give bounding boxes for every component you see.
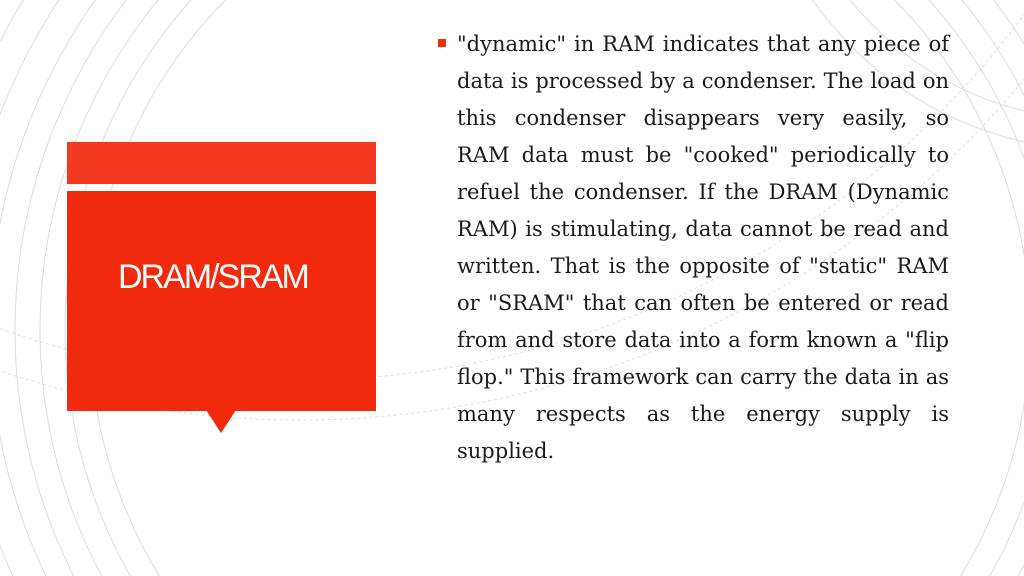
title-accent-bar <box>67 142 376 184</box>
bullet-square-icon <box>438 39 446 47</box>
title-box <box>67 191 376 411</box>
bullet-paragraph: "dynamic" in RAM indicates that any piece of data is processed by a condenser. The load on this condenser disappears very easily, so RAM data must be "cooked" periodically to refuel the condenser. If the DRAM (Dynamic RAM) is stimulating, data cannot be read and written. That is the opposite of "static" RAM or "SRAM" that can often be entered or read from and store data into a form known a "flip flop." This framework can carry the data in as many respects as the energy supply is supplied. <box>457 32 949 463</box>
slide-title: DRAM/SRAM <box>118 258 308 296</box>
title-box-pointer <box>206 410 236 433</box>
